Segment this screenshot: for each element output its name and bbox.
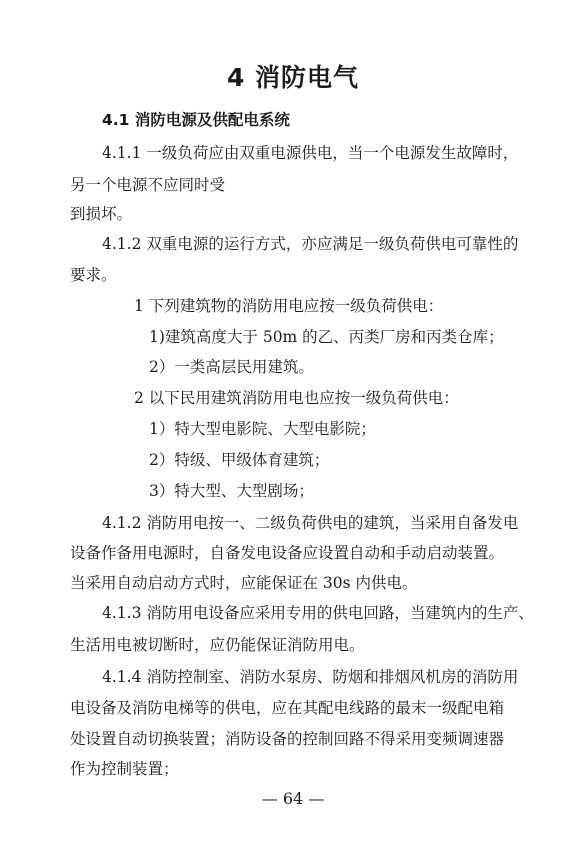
paragraph-line: 4.1.3 消防用电设备应采用专用的供电回路，当建筑内的生产、 bbox=[102, 604, 534, 622]
paragraph-line: 电设备及消防电梯等的供电，应在其配电线路的最末一级配电箱 bbox=[70, 699, 505, 717]
list-item: 3）特大型、大型剧场； bbox=[149, 482, 314, 500]
section-heading: 4.1 消防电源及供配电系统 bbox=[102, 111, 290, 129]
paragraph-line: 作为控制装置； bbox=[70, 760, 179, 778]
paragraph-line: 当采用自动启动方式时，应能保证在 30s 内供电。 bbox=[70, 574, 418, 592]
list-item: 1 下列建筑物的消防用电应按一级负荷供电： bbox=[134, 297, 444, 315]
paragraph-line: 4.1.2 双重电源的运行方式，亦应满足一级负荷供电可靠性的 bbox=[102, 235, 519, 253]
paragraph-line: 4.1.1 一级负荷应由双重电源供电，当一个电源发生故障时， bbox=[102, 144, 519, 162]
list-item: 2 以下民用建筑消防用电也应按一级负荷供电： bbox=[134, 389, 459, 407]
chapter-title: 4 消防电气 bbox=[226, 63, 360, 92]
paragraph-line: 另一个电源不应同时受 bbox=[70, 176, 226, 194]
paragraph-line: 到损坏。 bbox=[70, 205, 133, 223]
list-item: 1）特大型电影院、大型电影院； bbox=[149, 420, 376, 438]
list-item: 1)建筑高度大于 50m 的乙、丙类厂房和丙类仓库； bbox=[149, 328, 504, 346]
page-number: — 64 — bbox=[261, 789, 325, 808]
paragraph-line: 设备作备用电源时，自备发电设备应设置自动和手动启动装置。 bbox=[70, 544, 505, 562]
paragraph-line: 处设置自动切换装置；消防设备的控制回路不得采用变频调速器 bbox=[70, 730, 505, 748]
list-item: 2）特级、甲级体育建筑； bbox=[149, 451, 330, 469]
paragraph-line: 4.1.2 消防用电按一、二级负荷供电的建筑，当采用自备发电 bbox=[102, 514, 519, 532]
paragraph-line: 4.1.4 消防控制室、消防水泵房、防烟和排烟风机房的消防用 bbox=[102, 668, 519, 686]
list-item: 2）一类高层民用建筑。 bbox=[149, 358, 314, 376]
paragraph-line: 要求。 bbox=[70, 266, 117, 284]
paragraph-line: 生活用电被切断时，应仍能保证消防用电。 bbox=[70, 636, 365, 654]
